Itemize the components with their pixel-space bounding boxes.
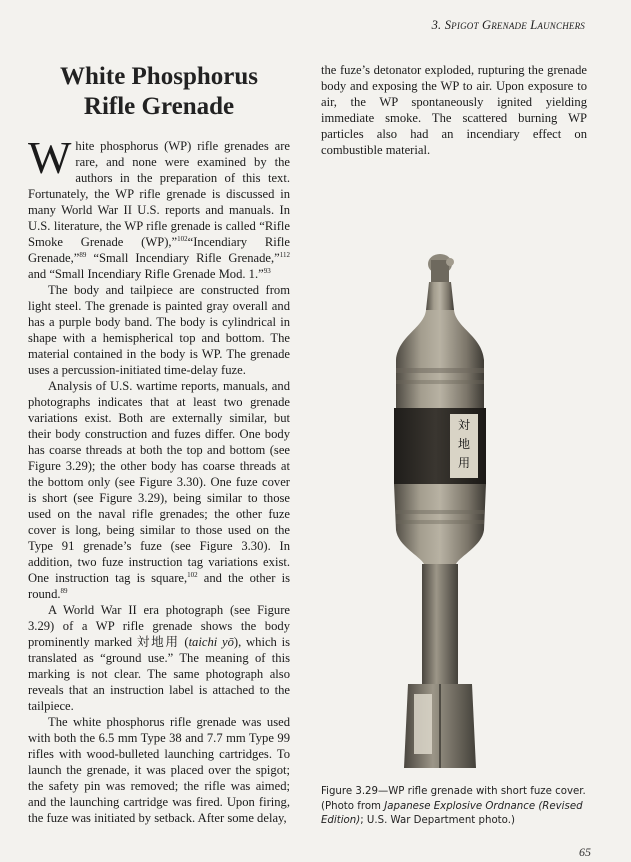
tailpiece-tube	[422, 564, 458, 684]
title-line-2: Rifle Grenade	[83, 93, 235, 120]
grenade-photo	[336, 248, 576, 776]
right-column	[321, 62, 587, 158]
ref-note: 112	[279, 251, 290, 259]
chapter-title: Spigot Grenade Launchers	[444, 18, 585, 32]
p1-text-a: hite phosphorus (WP) rifle grenades are rare, and none were examined by the authors in the preparation of this text. Fortunately, the WP rifle grenade is discussed in many World War II U.S. reports and manuals. In U.S. literature, the WP rifle grenade is called “Rifle Smoke Grenade (WP),”	[28, 139, 290, 249]
ref-note: 89	[60, 587, 68, 595]
p1-text-d: and “Small Incendiary Rifle Grenade Mod. 1.”	[28, 267, 264, 281]
caption-source: Japanese Explosive Ordnance (Revised Edition)	[321, 800, 583, 826]
paragraph-5-continued: the fuze’s detonator exploded, rupturing the grenade body and exposing the WP to air. Upon exposure to air, the WP spontaneously ignited yielding immediate smoke. The scattered burning WP particles also had an incendiary effect on combustible material.	[321, 63, 587, 157]
p4-text-a: A World War II era photograph (see Figure 3.29) of a WP rifle grenade shows the body prominently marked	[28, 603, 290, 649]
ref-note: 102	[187, 571, 198, 579]
kanji-marking: 対地用	[136, 635, 180, 649]
drop-cap: W	[28, 132, 72, 183]
running-head	[432, 18, 585, 33]
grenade-neck	[426, 282, 454, 310]
paragraph-5: The white phosphorus rifle grenade was used with both the 6.5 mm Type 38 and 7.7 mm Type 99 rifles with wood-bulleted launching cartridges. To launch the grenade, it was placed over the spigot; the safety pin was removed; the rifle was aimed; and the launching cartridge was fired. Upon firing, the fuze was initiated by setback. After some delay,	[28, 715, 290, 825]
romanized-marking: taichi yō	[188, 635, 234, 649]
p4-text-b: , which is translated as “ground use.” The meaning of this marking is not clear. The same photograph also reveals that an instruction label is attached to the tailpiece.	[28, 635, 291, 713]
marking-char-1: 対	[457, 418, 471, 432]
chapter-number: 3.	[431, 18, 442, 32]
figure-caption	[321, 785, 589, 829]
caption-text-a: Figure 3.29—WP rifle grenade with short fuze cover. (Photo from	[321, 786, 586, 812]
caption-text-b: ; U.S. War Department photo.)	[360, 815, 515, 826]
paragraph-1	[28, 132, 290, 282]
title-line-1: White Phosphorus	[60, 63, 258, 90]
page-number: 65	[579, 845, 591, 859]
left-column	[28, 62, 290, 826]
p1-text-b: “Incendiary Rifle Grenade,”	[28, 235, 290, 265]
instruction-label	[414, 694, 432, 754]
article-title	[28, 62, 290, 122]
ref-note: 89	[79, 251, 87, 259]
marking-char-2: 地	[457, 437, 471, 451]
ref-note: 93	[263, 267, 271, 275]
p3-text-a: Analysis of U.S. wartime reports, manuals, and photographs indicates that at least two grenade variations exist. Both are externally similar, but their body construction and fuzes differ. One body has coarse threads at both the top and bottom (see Figure 3.29); the other body has coarse threads at the bottom only (see Figure 3.30). One fuze cover is short (see Figure 3.29), being similar to those used on the naval rifle grenades; the other fuze cover is long, being similar to those used on the Type 91 grenade’s fuze (see Figure 3.30). In addition, two fuze instruction tag variations exist. One instruction tag is square,	[28, 379, 290, 585]
marking-char-3: 用	[457, 456, 471, 470]
paragraph-4: A World War II era photograph (see Figure 3.29) of a WP rifle grenade shows the body prominently marked 対地用 (taichi yō), which is translated as “ground use.” The meaning of this marking is not clear. The same photograph also reveals that an instruction label is attached to the tailpiece.	[28, 603, 291, 713]
paragraph-3	[28, 378, 290, 602]
ref-note: 102	[177, 235, 188, 243]
p1-text-c: “Small Incendiary Rifle Grenade,”	[86, 251, 280, 265]
grenade-illustration	[336, 248, 576, 776]
paragraph-2: The body and tailpiece are constructed from light steel. The grenade is painted gray overall and has a purple body band. The body is cylindrical in shape with a hemispherical top and bottom. The material contained in the body is WP. The grenade uses a percussion-initiated time-delay fuze.	[28, 283, 290, 377]
p3-text-b: and the other is round.	[28, 571, 290, 601]
